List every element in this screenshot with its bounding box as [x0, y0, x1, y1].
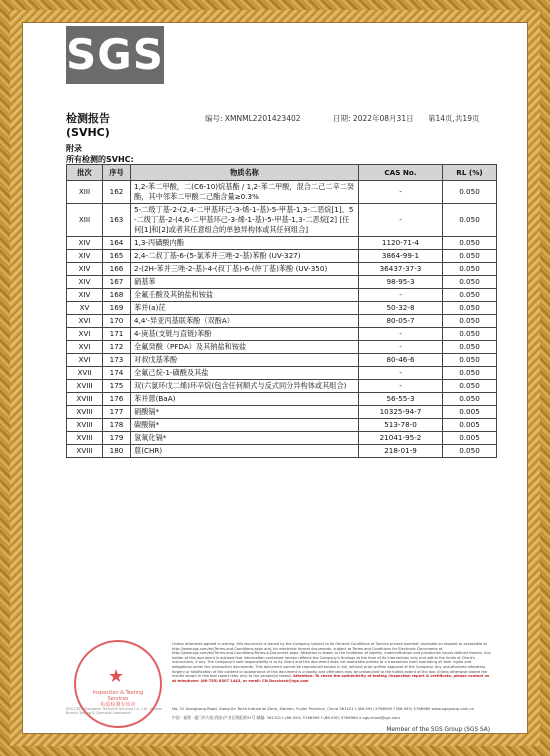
reporting-limit-cell: 0.050 — [443, 393, 497, 406]
member-of-sgs: Member of the SGS Group (SGS SA) — [386, 727, 490, 733]
reporting-limit-cell: 0.050 — [443, 263, 497, 276]
table-row — [67, 367, 497, 380]
number-cell: 166 — [103, 263, 131, 276]
column-header: CAS No. — [359, 165, 443, 181]
sgs-logo: SGS — [66, 26, 164, 84]
reporting-limit-cell: 0.050 — [443, 328, 497, 341]
table-row — [67, 354, 497, 367]
cas-number-cell: - — [359, 367, 443, 380]
substance-name-cell: 4,4'-异亚丙基联苯酚（双酚A） — [131, 315, 359, 328]
address-en: No. 31 Xianghong Road, Xiang'An Torch Industrial Zone, Xiamen, Fujian Province, China 361101 t (86-592) 5766995 f (86-592) 5766980 www.sgsgroup.com.cn — [172, 706, 475, 711]
reporting-limit-cell: 0.050 — [443, 315, 497, 328]
table-row — [67, 237, 497, 250]
batch-cell: XVII — [67, 367, 103, 380]
batch-cell: XVI — [67, 315, 103, 328]
substance-name-cell: 5-二级丁基-2-(2,4-二甲基环己-3-烯-1-基)-5-甲基-1,3-二恶烷[1]、5-二级丁基-2-(4,6-二甲基环己-3-烯-1-基)-5-甲基-1,3-二恶烷[2] [任何[1]和[2]或者其任意组合的单独异构体或其任何组合] — [131, 204, 359, 237]
cas-number-cell: 98-95-3 — [359, 276, 443, 289]
substance-name-cell: 2,4-二叔丁基-6-(5-氯苯并三唑-2-基)苯酚 (UV-327) — [131, 250, 359, 263]
column-header: 批次 — [67, 165, 103, 181]
table-row — [67, 406, 497, 419]
reporting-limit-cell: 0.050 — [443, 302, 497, 315]
reporting-limit-cell: 0.050 — [443, 341, 497, 354]
star-icon: ★ — [108, 666, 125, 687]
table-header-row — [67, 165, 497, 181]
number-cell: 178 — [103, 419, 131, 432]
report-subtitle: (SVHC) — [66, 126, 110, 139]
table-row — [67, 341, 497, 354]
substance-name-cell: 碳酸镉* — [131, 419, 359, 432]
table-row — [67, 204, 497, 237]
table-row — [67, 328, 497, 341]
batch-cell: XVIII — [67, 393, 103, 406]
table-title: 所有检测的SVHC: — [66, 155, 134, 164]
stamp-text-en: Inspection & Testing Services — [92, 690, 144, 702]
number-cell: 173 — [103, 354, 131, 367]
cas-number-cell: 50-32-8 — [359, 302, 443, 315]
table-row — [67, 263, 497, 276]
reporting-limit-cell: 0.050 — [443, 445, 497, 458]
cas-number-cell: 513-78-0 — [359, 419, 443, 432]
substance-name-cell: 全氟壬酸及其钠盐和铵盐 — [131, 289, 359, 302]
cas-number-cell: - — [359, 181, 443, 204]
table-row — [67, 276, 497, 289]
report-number-label: 编号: — [205, 114, 223, 123]
batch-cell: XIV — [67, 289, 103, 302]
substance-name-cell: 苯并(a)芘 — [131, 302, 359, 315]
table-row — [67, 302, 497, 315]
reporting-limit-cell: 0.050 — [443, 289, 497, 302]
cas-number-cell: 10325-94-7 — [359, 406, 443, 419]
table-row — [67, 393, 497, 406]
batch-cell: XV — [67, 302, 103, 315]
cas-number-cell: 80-46-6 — [359, 354, 443, 367]
report-date-value: 2022年08月31日 — [352, 114, 414, 123]
number-cell: 172 — [103, 341, 131, 354]
substance-name-cell: 硝基苯 — [131, 276, 359, 289]
substance-name-cell: 2-(2H-苯并三唑-2-基)-4-(叔丁基)-6-(仲丁基)苯酚 (UV-350) — [131, 263, 359, 276]
number-cell: 177 — [103, 406, 131, 419]
stamp-signature: SGS-CSTC Standards Technical Services Co., Ltd. Xiamen Branch Testing & Chemical Laboratory — [66, 707, 163, 716]
substance-name-cell: 双(六氯环戊二烯)环辛烷(包含任何顺式与反式同分异构体或其组合) — [131, 380, 359, 393]
number-cell: 170 — [103, 315, 131, 328]
cas-number-cell: - — [359, 204, 443, 237]
number-cell: 164 — [103, 237, 131, 250]
column-header: 序号 — [103, 165, 131, 181]
batch-cell: XIV — [67, 263, 103, 276]
report-date-label: 日期: — [333, 114, 351, 123]
report-date — [333, 113, 414, 124]
number-cell: 175 — [103, 380, 131, 393]
batch-cell: XVI — [67, 354, 103, 367]
substance-name-cell: 氢氧化镉* — [131, 432, 359, 445]
column-header: RL (%) — [443, 165, 497, 181]
authenticity-notice: Attention: To check the authenticity of testing /inspection report & certificate, please contact us at telephone: (86-755) 8307 1443, or email: CN.Doccheck@sgs.com — [172, 674, 490, 683]
substance-name-cell: 1,3-丙磺酸内酯 — [131, 237, 359, 250]
table-row — [67, 315, 497, 328]
cas-number-cell: - — [359, 341, 443, 354]
table-row — [67, 445, 497, 458]
reporting-limit-cell: 0.050 — [443, 237, 497, 250]
batch-cell: XIII — [67, 204, 103, 237]
column-header: 物质名称 — [131, 165, 359, 181]
number-cell: 180 — [103, 445, 131, 458]
page-indicator: 第14页,共19页 — [428, 114, 480, 123]
reporting-limit-cell: 0.050 — [443, 380, 497, 393]
batch-cell: XVI — [67, 328, 103, 341]
cas-number-cell: 36437-37-3 — [359, 263, 443, 276]
table-row — [67, 289, 497, 302]
substance-name-cell: 全氟癸酸（PFDA）及其钠盐和铵盐 — [131, 341, 359, 354]
batch-cell: XVIII — [67, 445, 103, 458]
number-cell: 162 — [103, 181, 131, 204]
table-row — [67, 419, 497, 432]
reporting-limit-cell: 0.050 — [443, 276, 497, 289]
address-cn: 中国 · 福建 · 厦门市火炬(翔安)产业区翔虹路31号 邮编: 361101 t (86-592) 5766995 f (86-592) 5766980 e sgs.china@sgs.com — [172, 715, 400, 720]
reporting-limit-cell: 0.005 — [443, 406, 497, 419]
number-cell: 169 — [103, 302, 131, 315]
table-row — [67, 250, 497, 263]
number-cell: 167 — [103, 276, 131, 289]
number-cell: 165 — [103, 250, 131, 263]
substance-name-cell: 1,2-苯二甲酸，二(C6-10)烷基酯 / 1,2-苯二甲酸，混合二己二辛二癸酯，其中邻苯二甲酸二己酯含量≥0.3% — [131, 181, 359, 204]
table-row — [67, 432, 497, 445]
number-cell: 171 — [103, 328, 131, 341]
cas-number-cell: 218-01-9 — [359, 445, 443, 458]
svhc-table — [66, 164, 497, 458]
stamp-text-cn: 检验检测专用章 — [100, 702, 136, 708]
batch-cell: XVIII — [67, 406, 103, 419]
cas-number-cell: 80-05-7 — [359, 315, 443, 328]
batch-cell: XIV — [67, 250, 103, 263]
batch-cell: XIV — [67, 276, 103, 289]
cas-number-cell: 21041-95-2 — [359, 432, 443, 445]
substance-name-cell: 对叔戊基苯酚 — [131, 354, 359, 367]
disclaimer-text: Unless otherwise agreed in writing, this document is issued by the Company subject to its General Conditions of Service printed overleaf, available on request or accessible at http://www.sgs.com/en/Terms-and-Conditions.aspx and, for electronic format documents, subject to Terms and Conditions for Electronic Documents at http://www.sgs.com/en/Terms-and-Conditions/Terms-e-Document.aspx. Attention is drawn to the limitation of liability, indemnification and jurisdiction issues defined therein. Any holder of this document is advised that information contained hereon reflects the Company's findings at the time of its intervention only and within the limits of Client's instructions, if any. The Company's sole responsibility is to its Client and this document does not exonerate parties to a transaction from exercising all their rights and obligations under the transaction documents. This document cannot be reproduced except in full, without prior written approval of the Company. Any unauthorized alteration, forgery or falsification of the content or appearance of this document is unlawful and offenders may be prosecuted to the fullest extent of the law. Unless otherwise stated the results shown in this test report refer only to the sample(s) tested. — [172, 642, 492, 679]
batch-cell: XIV — [67, 237, 103, 250]
number-cell: 179 — [103, 432, 131, 445]
report-number — [205, 113, 301, 124]
number-cell: 174 — [103, 367, 131, 380]
cas-number-cell: - — [359, 380, 443, 393]
batch-cell: XVI — [67, 341, 103, 354]
number-cell: 168 — [103, 289, 131, 302]
batch-cell: XVIII — [67, 432, 103, 445]
batch-cell: XVIII — [67, 419, 103, 432]
substance-name-cell: 苯并蒽(BaA) — [131, 393, 359, 406]
cas-number-cell: 3864-99-1 — [359, 250, 443, 263]
reporting-limit-cell: 0.050 — [443, 204, 497, 237]
table-row — [67, 380, 497, 393]
reporting-limit-cell: 0.050 — [443, 181, 497, 204]
substance-name-cell: 䓛(CHR) — [131, 445, 359, 458]
substance-name-cell: 硝酸镉* — [131, 406, 359, 419]
batch-cell: XVIII — [67, 380, 103, 393]
reporting-limit-cell: 0.050 — [443, 250, 497, 263]
table-row — [67, 181, 497, 204]
reporting-limit-cell: 0.005 — [443, 419, 497, 432]
report-title: 检测报告 — [66, 112, 110, 125]
cas-number-cell: 1120-71-4 — [359, 237, 443, 250]
annex-label: 附录 — [66, 144, 82, 153]
cas-number-cell: - — [359, 328, 443, 341]
batch-cell: XIII — [67, 181, 103, 204]
substance-name-cell: 4-庚基(支链与直链)苯酚 — [131, 328, 359, 341]
cas-number-cell: 56-55-3 — [359, 393, 443, 406]
disclaimer — [172, 642, 492, 683]
reporting-limit-cell: 0.005 — [443, 432, 497, 445]
number-cell: 176 — [103, 393, 131, 406]
report-number-value: XMNML2201423402 — [224, 114, 301, 123]
reporting-limit-cell: 0.050 — [443, 367, 497, 380]
reporting-limit-cell: 0.050 — [443, 354, 497, 367]
cas-number-cell: - — [359, 289, 443, 302]
substance-name-cell: 全氟己烷-1-磺酸及其盐 — [131, 367, 359, 380]
number-cell: 163 — [103, 204, 131, 237]
